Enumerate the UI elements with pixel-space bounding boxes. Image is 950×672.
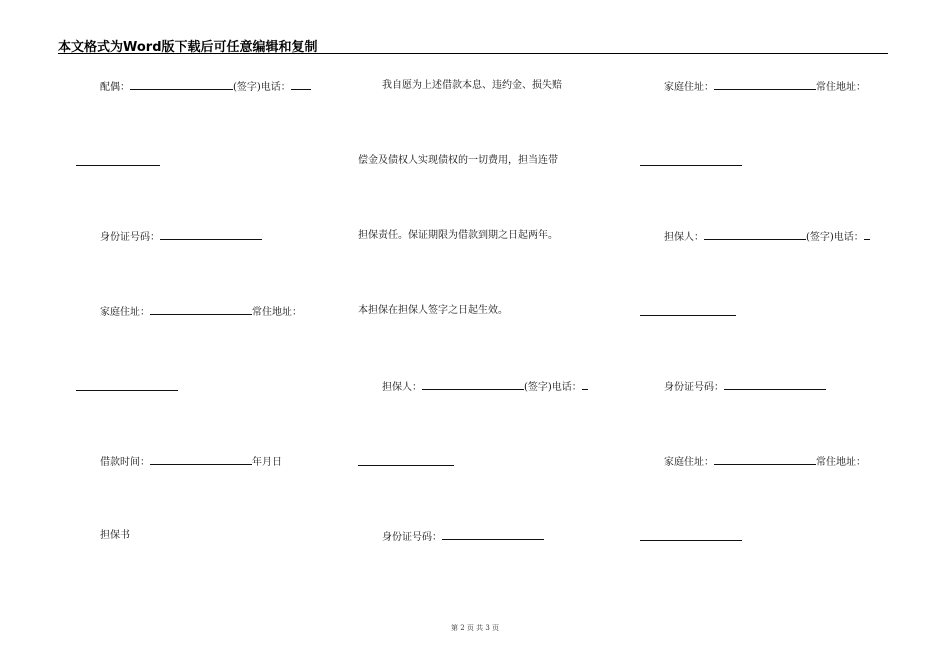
middle-guarantor-blank xyxy=(422,380,524,390)
middle-guarantor-row xyxy=(382,380,588,394)
middle-id-blank xyxy=(442,530,544,540)
right-home-label-1: 家庭住址： xyxy=(664,82,714,93)
right-id-blank xyxy=(724,380,826,390)
right-id-label: 身份证号码： xyxy=(664,382,724,393)
spouse-row xyxy=(100,80,311,94)
right-home-label-2: 家庭住址： xyxy=(664,457,714,468)
guarantee-para-line-4: 本担保在担保人签字之日起生效。 xyxy=(358,305,508,316)
loan-time-blank xyxy=(150,455,252,465)
left-residence-blank xyxy=(76,390,178,391)
spouse-sign-label: (签字)电话： xyxy=(233,82,291,93)
right-residence-label-1: 常住地址： xyxy=(816,82,866,93)
right-home-blank-1 xyxy=(714,80,816,90)
right-home-blank-2 xyxy=(714,455,816,465)
left-home-label: 家庭住址： xyxy=(100,307,150,318)
right-address-row-2 xyxy=(664,455,866,469)
left-address-row xyxy=(100,305,302,319)
loan-time-suffix: 年月日 xyxy=(252,457,282,468)
left-id-row xyxy=(100,230,262,244)
middle-guarantor-label: 担保人： xyxy=(382,382,422,393)
right-guarantor-phone-blank xyxy=(864,230,870,240)
left-residence-label: 常住地址： xyxy=(252,307,302,318)
left-id-blank xyxy=(160,230,262,240)
right-guarantor-label: 担保人： xyxy=(664,232,704,243)
left-id-label: 身份证号码： xyxy=(100,232,160,243)
spouse-phone-blank-cont xyxy=(76,165,160,166)
document-header-title: 本文格式为Word版下载后可任意编辑和复制 xyxy=(58,40,318,55)
right-id-row xyxy=(664,380,826,394)
spouse-name-blank xyxy=(130,80,233,90)
guarantee-para-line-3: 担保责任。保证期限为借款到期之日起两年。 xyxy=(358,230,558,241)
left-home-blank xyxy=(150,305,252,315)
right-residence-label-2: 常住地址： xyxy=(816,457,866,468)
middle-id-row xyxy=(382,530,544,544)
right-residence-blank-2 xyxy=(640,540,742,541)
guarantee-para-line-2: 偿金及债权人实现债权的一切费用，担当连带 xyxy=(358,155,558,166)
middle-id-label: 身份证号码： xyxy=(382,532,442,543)
right-residence-blank-1 xyxy=(640,165,742,166)
middle-guarantor-sign: (签字)电话： xyxy=(524,382,582,393)
loan-time-label: 借款时间： xyxy=(100,457,150,468)
header-divider xyxy=(58,53,888,54)
loan-time-row xyxy=(100,455,282,469)
middle-phone-blank-cont xyxy=(358,465,454,466)
right-guarantor-row xyxy=(664,230,870,244)
right-address-row-1 xyxy=(664,80,866,94)
spouse-phone-blank xyxy=(291,80,311,90)
page-number-footer: 第 2 页 共 3 页 xyxy=(450,624,500,632)
right-guarantor-blank xyxy=(704,230,806,240)
right-phone-blank-cont xyxy=(640,315,736,316)
guarantee-para-line-1: 我自愿为上述借款本息、违约金、损失赔 xyxy=(382,80,562,91)
right-guarantor-sign: (签字)电话： xyxy=(806,232,864,243)
middle-guarantor-phone-blank xyxy=(582,380,588,390)
guarantee-title: 担保书 xyxy=(100,530,130,541)
spouse-label: 配偶： xyxy=(100,82,130,93)
